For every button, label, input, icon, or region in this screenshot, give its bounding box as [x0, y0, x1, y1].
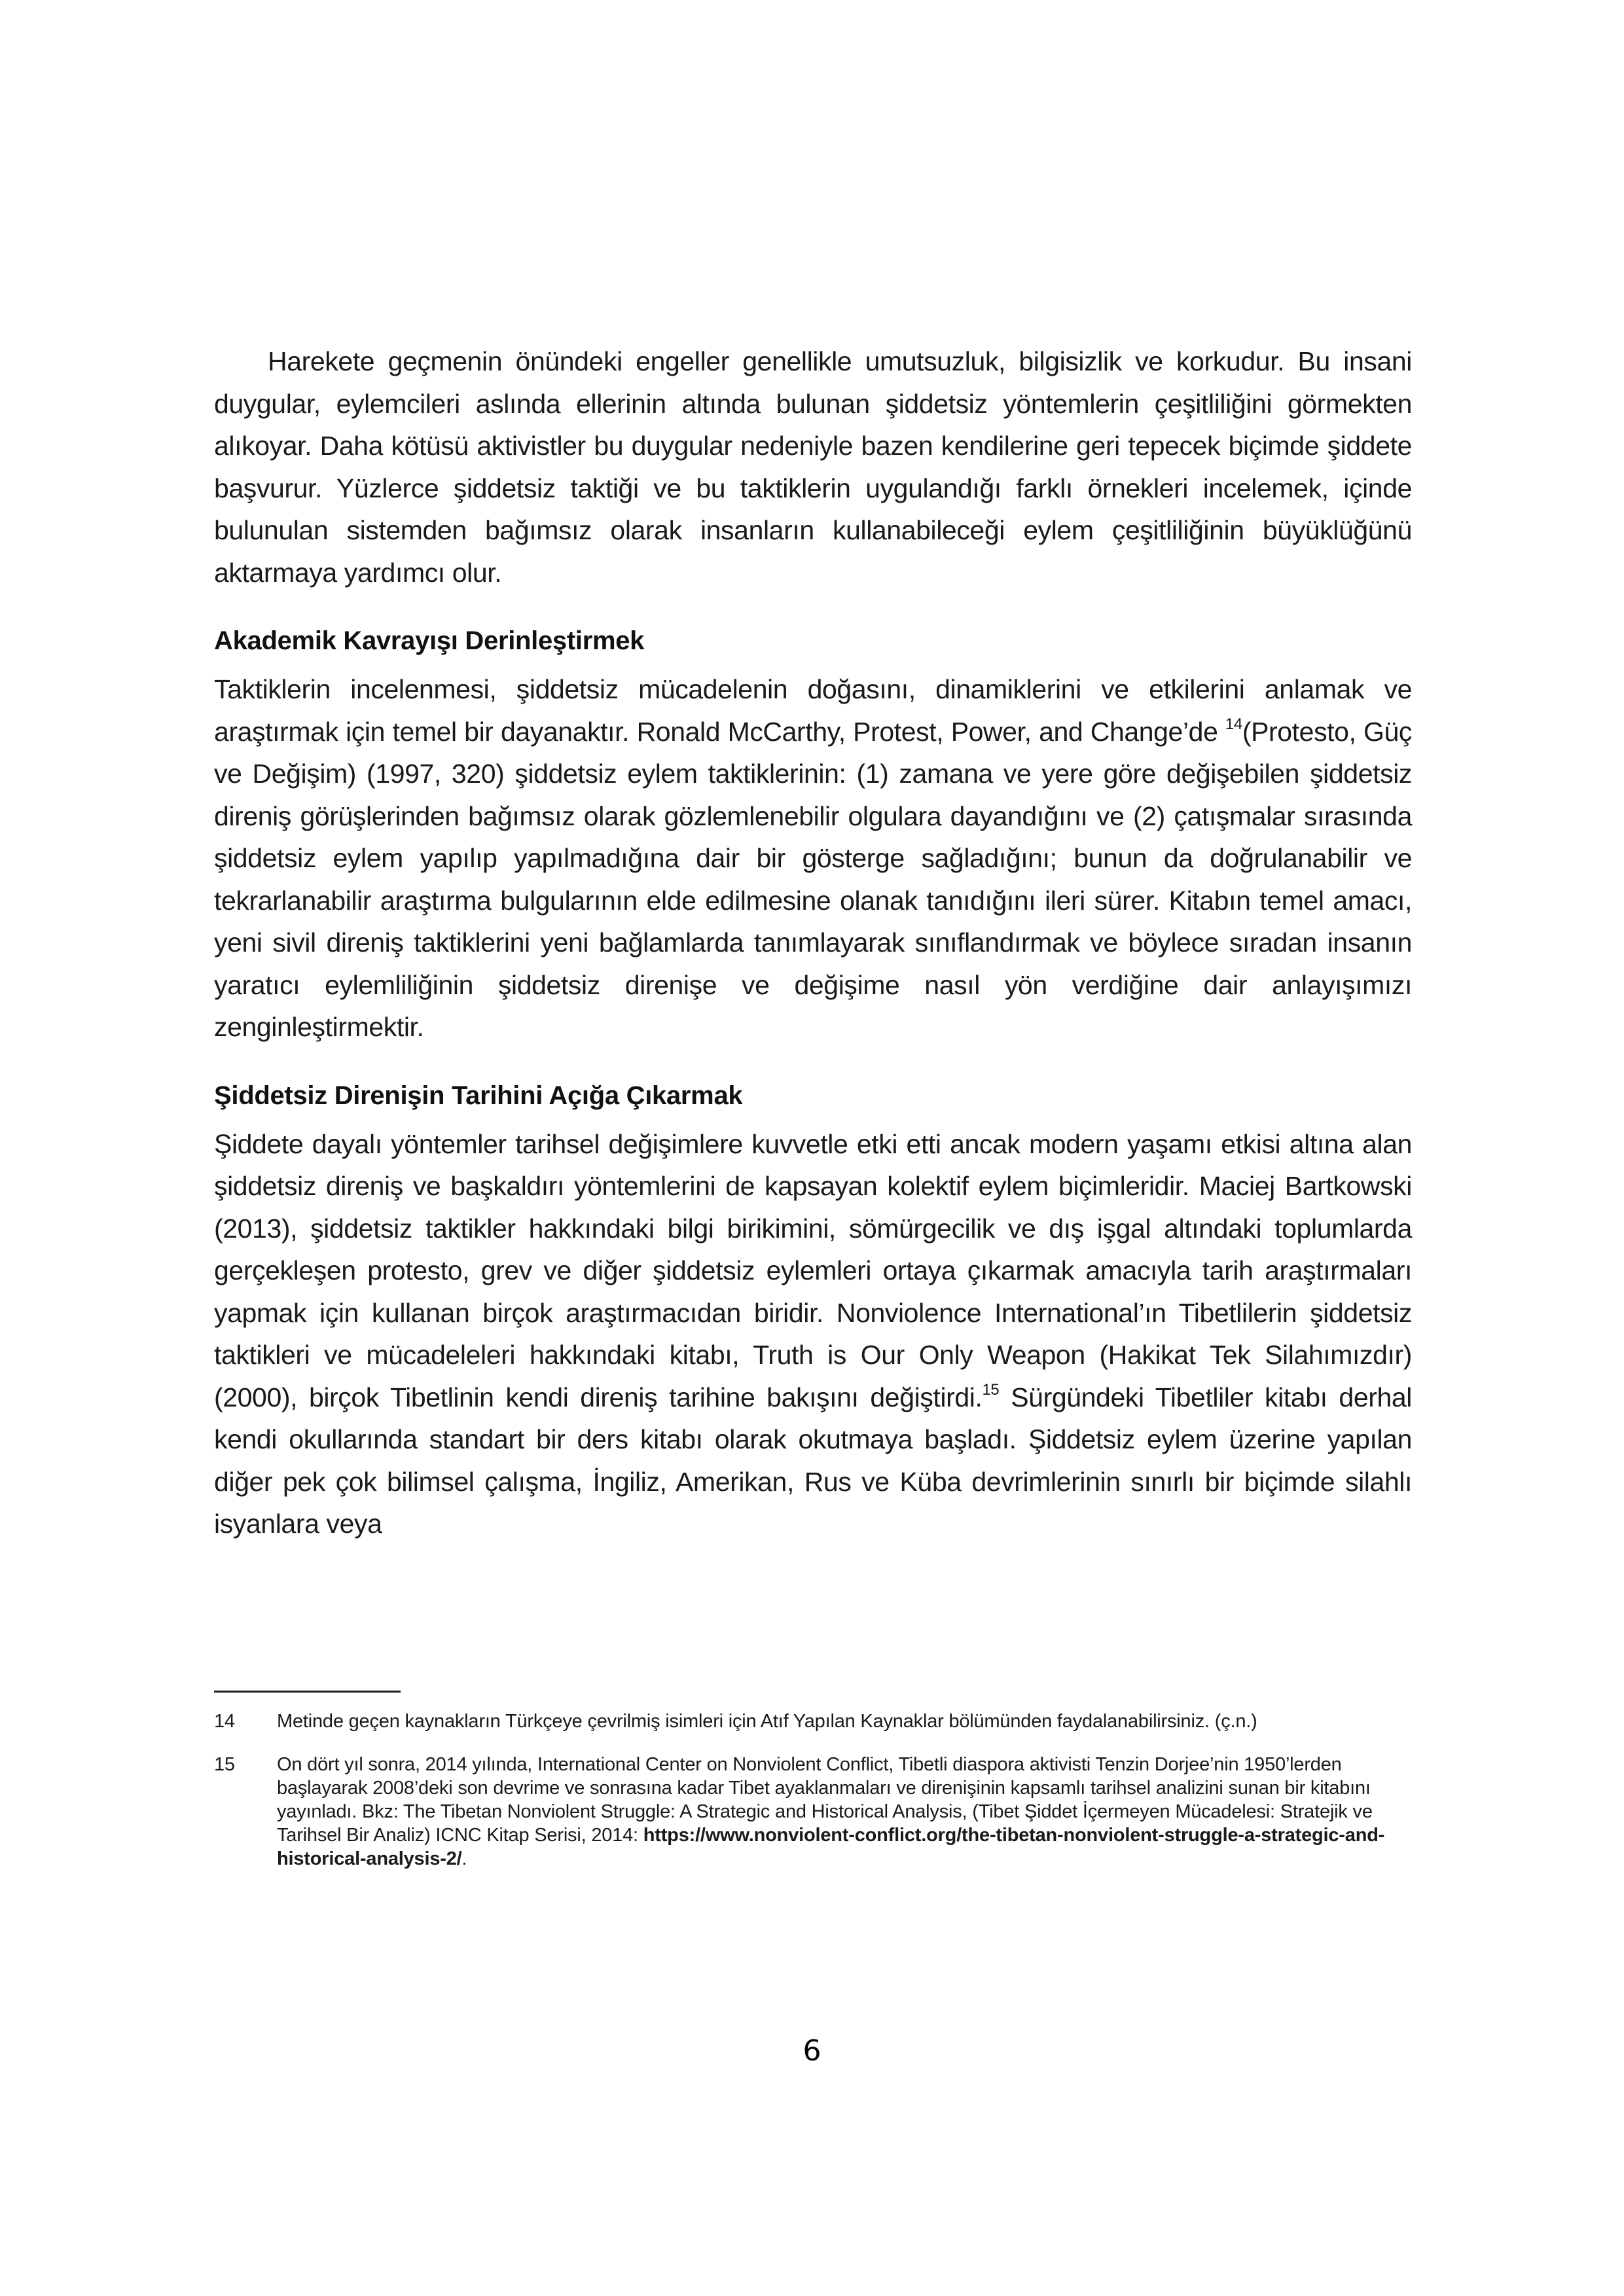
footnote-14 — [214, 1710, 1412, 1733]
footnote-number: 15 — [214, 1754, 235, 1775]
page-number: 6 — [803, 2034, 821, 2068]
footnote-text — [277, 1753, 1412, 1871]
intro-paragraph: Harekete geçmenin önündeki engeller genellikle umutsuzluk, bilgisizlik ve korkudur. Bu insani duygular, eylemcileri aslında ellerinin altında bulunan şiddetsiz yöntemlerin çeşitliliğini görmekten alıkoyar. Daha kötüsü aktivistler bu duygular nedeniyle bazen kendilerine geri tepecek biçimde şiddete başvurur. Yüzlerce şiddetsiz taktiği ve bu taktiklerin uygulandığı farklı örnekleri incelemek, içinde bulunulan sistemden bağımsız olarak insanların kullanabileceği eylem çeşitliliğinin büyüklüğünü aktarmaya yardımcı olur. — [214, 346, 1412, 588]
page-body — [214, 340, 1412, 1545]
section-paragraph-academic — [214, 668, 1412, 1049]
footnote-link[interactable]: https://www.nonviolent-conflict.org/the-tibetan-nonviolent-struggle-a-strategic-and-historical-analysis-2/ — [277, 1825, 1385, 1869]
section-heading-history: Şiddetsiz Direnişin Tarihini Açığa Çıkarmak — [214, 1081, 743, 1110]
paragraph-text: Sürgündeki Tibetliler kitabı derhal kendi okullarında standart bir ders kitabı olarak okutmaya başladı. Şiddetsiz eylem üzerine yapılan diğer pek çok bilimsel çalışma, İngiliz, Amerikan, Rus ve Küba devrimlerinin sınırlı bir biçimde silahlı isyanlara veya — [214, 1382, 1412, 1539]
footnote-text: Metinde geçen kaynakların Türkçeye çevrilmiş isimleri için Atıf Yapılan Kaynaklar bölümünden faydalanabilirsiniz. (ç.n.) — [277, 1711, 1257, 1732]
section-heading-academic: Akademik Kavrayışı Derinleştirmek — [214, 626, 645, 655]
footnote-ref-14[interactable]: 14 — [1225, 715, 1242, 733]
footnotes — [214, 1710, 1412, 1890]
paragraph-text: Taktiklerin incelenmesi, şiddetsiz mücadelenin doğasını, dinamiklerini ve etkilerini anlamak ve araştırmak için temel bir dayanaktır. Ronald McCarthy, Protest, Power, and Change’de — [214, 674, 1412, 747]
footnote-divider — [214, 1691, 401, 1693]
footnote-15 — [214, 1753, 1412, 1871]
paragraph-text: (Protesto, Güç ve Değişim) (1997, 320) şiddetsiz eylem taktiklerinin: (1) zamana ve yere göre değişebilen şiddetsiz direniş görüşlerinden bağımsız olarak gözlemlenebilir olgulara dayandığını ve (2) çatışmalar sırasında şiddetsiz eylem yapılıp yapılmadığına dair bir gösterge sağladığını; bunun da doğrulanabilir ve tekrarlanabilir araştırma bulgularının elde edilmesine olanak tanıdığını ileri sürer. Kitabın temel amacı, yeni sivil direniş taktiklerini yeni bağlamlarda tanımlayarak sınıflandırmak ve böylece sıradan insanın yaratıcı eylemliliğinin şiddetsiz direnişe ve değişime nasıl yön verdiğine dair anlayışımızı zenginleştirmektir. — [214, 716, 1413, 1042]
footnote-end: . — [461, 1848, 467, 1869]
footnote-number: 14 — [214, 1711, 235, 1732]
footnote-ref-15[interactable]: 15 — [982, 1380, 1000, 1399]
section-paragraph-history — [214, 1123, 1412, 1545]
footnote-body: On dört yıl sonra, 2014 yılında, International Center on Nonviolent Conflict, Tibetli diaspora aktivisti Tenzin Dorjee’nin 1950’lerden başlayarak 2008’deki son devrime ve sonrasına kadar Tibet ayaklanmaları ve direnişinin kapsamlı tarihsel analizini sunan bir kitabını yayınladı. Bkz: The Tibetan Nonviolent Struggle: A Strategic and Historical Analysis, (Tibet Şiddet İçermeyen Mücadelesi: Stratejik ve Tarihsel Bir Analiz) ICNC Kitap Serisi, 2014: — [277, 1754, 1373, 1846]
paragraph-text: Şiddete dayalı yöntemler tarihsel değişimlere kuvvetle etki etti ancak modern yaşamı etkisi altına alan şiddetsiz direniş ve başkaldırı yöntemlerini de kapsayan kolektif eylem biçimleridir. Maciej Bartkowski (2013), şiddetsiz taktikler hakkındaki bilgi birikimini, sömürgecilik ve dış işgal altındaki toplumlarda gerçekleşen protesto, grev ve diğer şiddetsiz eylemleri ortaya çıkarmak amacıyla tarih araştırmaları yapmak için kullanan birçok araştırmacıdan biridir. Nonviolence International’ın Tibetlilerin şiddetsiz taktikleri ve mücadeleleri hakkındaki kitabı, Truth is Our Only Weapon (Hakikat Tek Silahımızdır) (2000), birçok Tibetlinin kendi direniş tarihine bakışını değiştirdi. — [214, 1128, 1412, 1412]
